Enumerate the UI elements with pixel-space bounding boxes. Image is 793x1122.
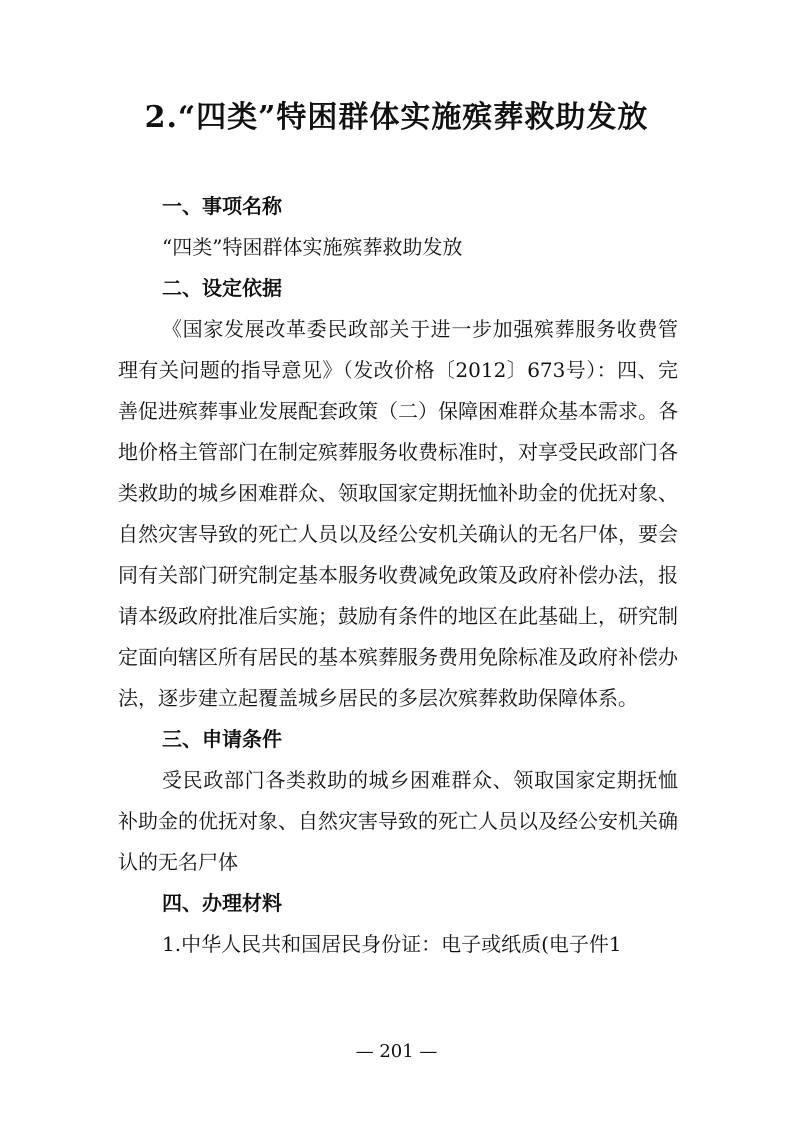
section-heading-item-name: 一、事项名称 <box>162 194 282 218</box>
page-number: — 201 — <box>355 1041 438 1062</box>
required-materials-text: 1.中华人民共和国居民身份证：电子或纸质(电子件1 <box>162 932 622 956</box>
legal-basis-text: 《国家发展改革委民政部关于进一步加强殡葬服务收费管理有关问题的指导意见》（发改价格〔2012〕673号）：四、完善促进殡葬事业发展配套政策（二）保障困难群众基本需求。各地价格主管部门在制定殡葬服务收费标准时，对享受民政部门各类救助的城乡困难群众、领取国家定期抚恤补助金的优抚对象、自然灾害导致的死亡人员以及经公安机关确认的无名尸体，要会同有关部门研究制定基本服务收费减免政策及政府补偿办法，报请本级政府批准后实施；鼓励有条件的地区在此基础上，研究制定面向辖区所有居民的基本殡葬服务费用免除标准及政府补偿办法，逐步建立起覆盖城乡居民的多层次殡葬救助保障体系。 <box>118 317 678 710</box>
application-conditions-text: 受民政部门各类救助的城乡困难群众、领取国家定期抚恤补助金的优抚对象、自然灾害导致的死亡人员以及经公安机关确认的无名尸体 <box>118 768 678 874</box>
item-name-text: “四类”特困群体实施殡葬救助发放 <box>162 235 463 259</box>
document-title: 2.“四类”特困群体实施殡葬救助发放 <box>144 100 649 135</box>
section-heading-required-materials: 四、办理材料 <box>162 891 282 915</box>
section-heading-application-conditions: 三、申请条件 <box>162 727 282 751</box>
section-heading-legal-basis: 二、设定依据 <box>162 276 282 300</box>
document-body <box>118 186 678 965</box>
